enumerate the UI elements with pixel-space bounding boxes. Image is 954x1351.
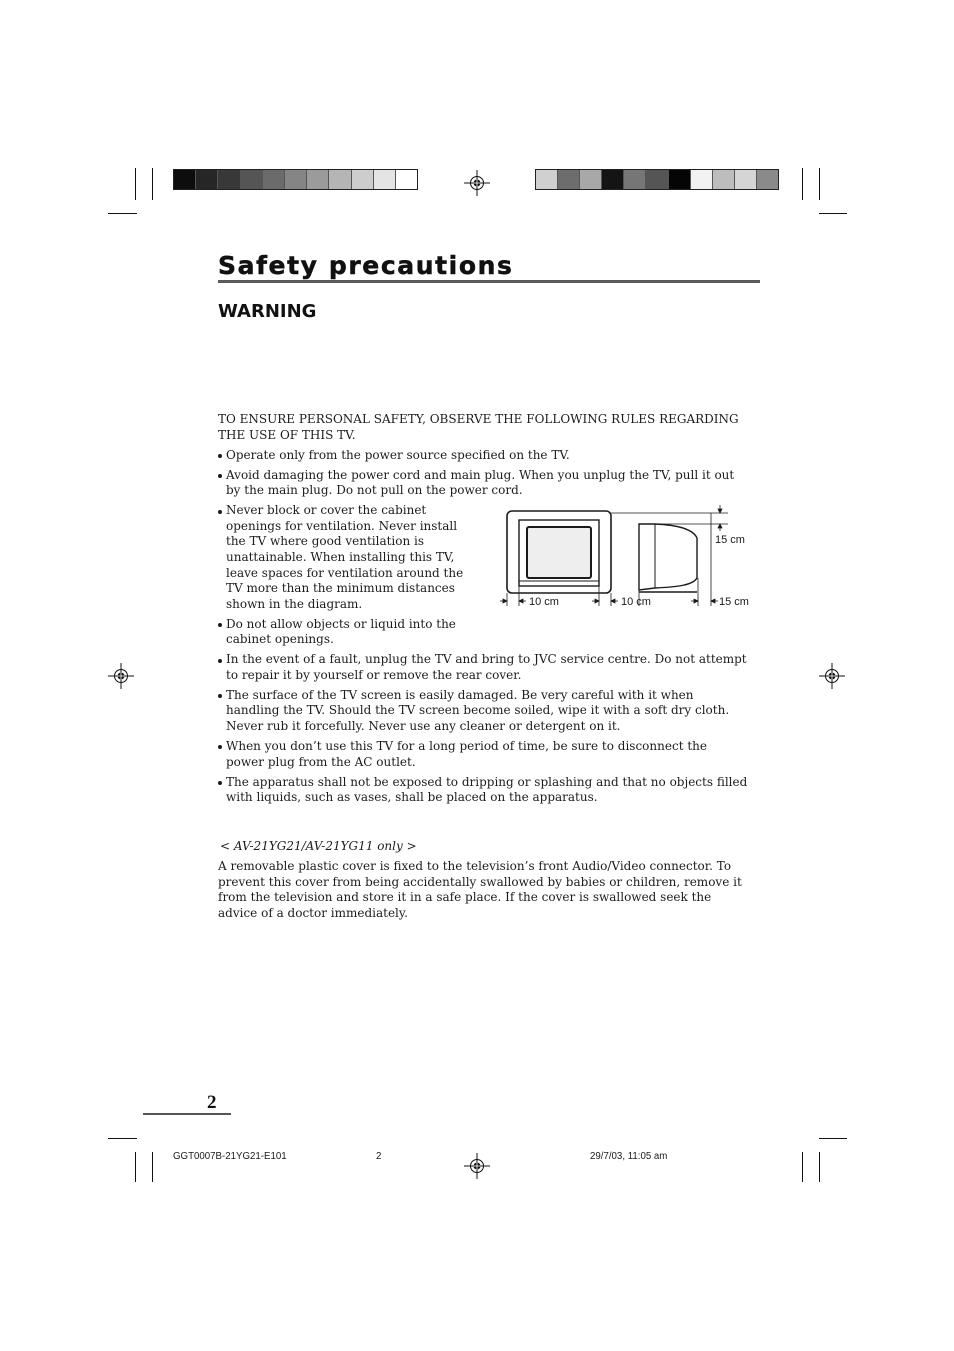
footer-job-code: GGT0007B-21YG21-E101: [173, 1151, 287, 1162]
rule-item-line: unattainable. When installing this TV,: [226, 549, 455, 564]
rule-item-line: Operate only from the power source specified on the TV.: [226, 447, 570, 462]
crop-mark: [135, 1152, 136, 1182]
crop-mark: [819, 1152, 820, 1182]
rule-item: [218, 468, 747, 499]
rule-item-line: TV more than the minimum distances: [226, 581, 455, 596]
rules-intro: [218, 412, 747, 443]
rule-item-line: handling the TV. Should the TV screen become soiled, wipe it with a soft dry cloth.: [226, 703, 730, 718]
color-swatch: [713, 170, 735, 189]
bullet-icon: [218, 510, 222, 514]
rule-item-line: In the event of a fault, unplug the TV and bring to JVC service centre. Do not attempt: [226, 652, 747, 667]
color-swatch: [352, 170, 374, 189]
page-number: 2: [207, 1092, 217, 1113]
color-swatch: [558, 170, 580, 189]
color-swatch: [374, 170, 396, 189]
rule-item-line: Never rub it forcefully. Never use any cleaner or detergent on it.: [226, 719, 621, 734]
arrow-left-icon: [611, 599, 615, 603]
color-swatch: [329, 170, 351, 189]
rule-item: [218, 688, 747, 735]
rule-item: [218, 448, 747, 464]
rule-item-line: The apparatus shall not be exposed to dripping or splashing and that no objects filled: [226, 774, 748, 789]
arrow-left-icon: [711, 599, 715, 603]
arrow-left-icon: [519, 599, 523, 603]
color-swatch: [241, 170, 263, 189]
footer-timestamp: 29/7/03, 11:05 am: [590, 1151, 668, 1162]
bullet-icon: [218, 694, 222, 698]
color-swatch: [669, 170, 691, 189]
rule-item: [218, 652, 747, 683]
arrow-up-icon: [718, 524, 722, 528]
rule-item-line: Do not allow objects or liquid into the: [226, 616, 456, 631]
warning-heading: WARNING: [218, 301, 317, 322]
rule-item-line: cabinet openings.: [226, 632, 334, 647]
rule-item-line: Avoid damaging the power cord and main plug. When you unplug the TV, pull it out: [226, 467, 735, 482]
crop-mark: [135, 168, 136, 200]
color-swatch: [536, 170, 558, 189]
crop-mark: [108, 213, 137, 214]
crop-mark: [802, 1152, 803, 1182]
bullet-icon: [218, 659, 222, 663]
cover-notice: [218, 839, 742, 921]
notice-line: prevent this cover from being accidentally swallowed by babies or children, remove it: [218, 874, 742, 889]
color-swatch: [624, 170, 646, 189]
arrow-right-icon: [694, 599, 698, 603]
right-clearance-label: 10 cm: [621, 596, 651, 608]
tv-screen: [527, 527, 591, 578]
rule-item-line: to repair it by yourself or remove the rear cover.: [226, 667, 522, 682]
rear-clearance-label: 15 cm: [719, 596, 749, 608]
color-swatch: [735, 170, 757, 189]
bullet-icon: [218, 454, 222, 458]
registration-mark-icon: [464, 1153, 490, 1179]
rule-item-line: Never block or cover the cabinet: [226, 503, 427, 518]
bullet-icon: [218, 781, 222, 785]
color-swatch: [174, 170, 196, 189]
registration-mark-icon: [464, 170, 490, 196]
crop-mark: [819, 1138, 847, 1139]
arrow-right-icon: [503, 599, 507, 603]
crop-mark: [819, 213, 847, 214]
color-swatch: [196, 170, 218, 189]
footer-page: 2: [376, 1151, 382, 1162]
top-clearance-label: 15 cm: [715, 534, 745, 546]
notice-line: A removable plastic cover is fixed to the television’s front Audio/Video connector. To: [218, 858, 732, 873]
rule-item-line: The surface of the TV screen is easily damaged. Be very careful with it when: [226, 687, 694, 702]
page-title: Safety precautions: [218, 251, 514, 280]
color-swatch: [602, 170, 624, 189]
rule-item-line: leave spaces for ventilation around the: [226, 565, 464, 580]
arrow-down-icon: [718, 509, 722, 513]
bullet-icon: [218, 745, 222, 749]
crop-mark: [152, 168, 153, 200]
title-rule: [218, 280, 760, 283]
crop-mark: [802, 168, 803, 200]
color-swatch: [646, 170, 668, 189]
color-swatch: [263, 170, 285, 189]
rule-item-line: by the main plug. Do not pull on the power cord.: [226, 483, 523, 498]
rule-item: [218, 775, 747, 806]
color-swatch: [580, 170, 602, 189]
bullet-icon: [218, 623, 222, 627]
rule-item: [218, 739, 747, 770]
color-swatch: [218, 170, 240, 189]
color-swatch: [691, 170, 713, 189]
rules-intro-line: THE USE OF THIS TV.: [218, 427, 356, 442]
tv-side-outline: [639, 524, 697, 590]
tv-side-view: [639, 524, 697, 592]
arrow-right-icon: [595, 599, 599, 603]
bullet-icon: [218, 474, 222, 478]
rule-item-line: the TV where good ventilation is: [226, 534, 425, 549]
tv-front-view: [507, 511, 611, 593]
rules-intro-line: TO ENSURE PERSONAL SAFETY, OBSERVE THE FOLLOWING RULES REGARDING: [218, 412, 739, 426]
rule-item: [218, 617, 747, 648]
cover-notice-text: [218, 859, 742, 921]
rule-item-line: openings for ventilation. Never install: [226, 518, 458, 533]
color-swatch: [307, 170, 329, 189]
registration-mark-icon: [108, 663, 134, 689]
page-number-rule: [143, 1113, 231, 1115]
model-note: < AV-21YG21/AV-21YG11 only >: [220, 839, 417, 853]
notice-line: advice of a doctor immediately.: [218, 905, 408, 920]
left-clearance-label: 10 cm: [529, 596, 559, 608]
crop-mark: [152, 1152, 153, 1182]
rule-item-line: with liquids, such as vases, shall be placed on the apparatus.: [226, 790, 598, 805]
registration-mark-icon: [819, 663, 845, 689]
notice-line: from the television and store it in a safe place. If the cover is swallowed seek the: [218, 890, 712, 905]
ventilation-diagram: [498, 500, 760, 612]
rule-item-line: shown in the diagram.: [226, 596, 363, 611]
rule-item-line: When you don’t use this TV for a long period of time, be sure to disconnect the: [226, 739, 707, 754]
color-bar-left: [173, 169, 418, 190]
color-swatch: [757, 170, 778, 189]
rule-item-line: power plug from the AC outlet.: [226, 754, 416, 769]
color-swatch: [396, 170, 417, 189]
crop-mark: [819, 168, 820, 200]
color-bar-right: [535, 169, 779, 190]
crop-mark: [108, 1138, 137, 1139]
color-swatch: [285, 170, 307, 189]
